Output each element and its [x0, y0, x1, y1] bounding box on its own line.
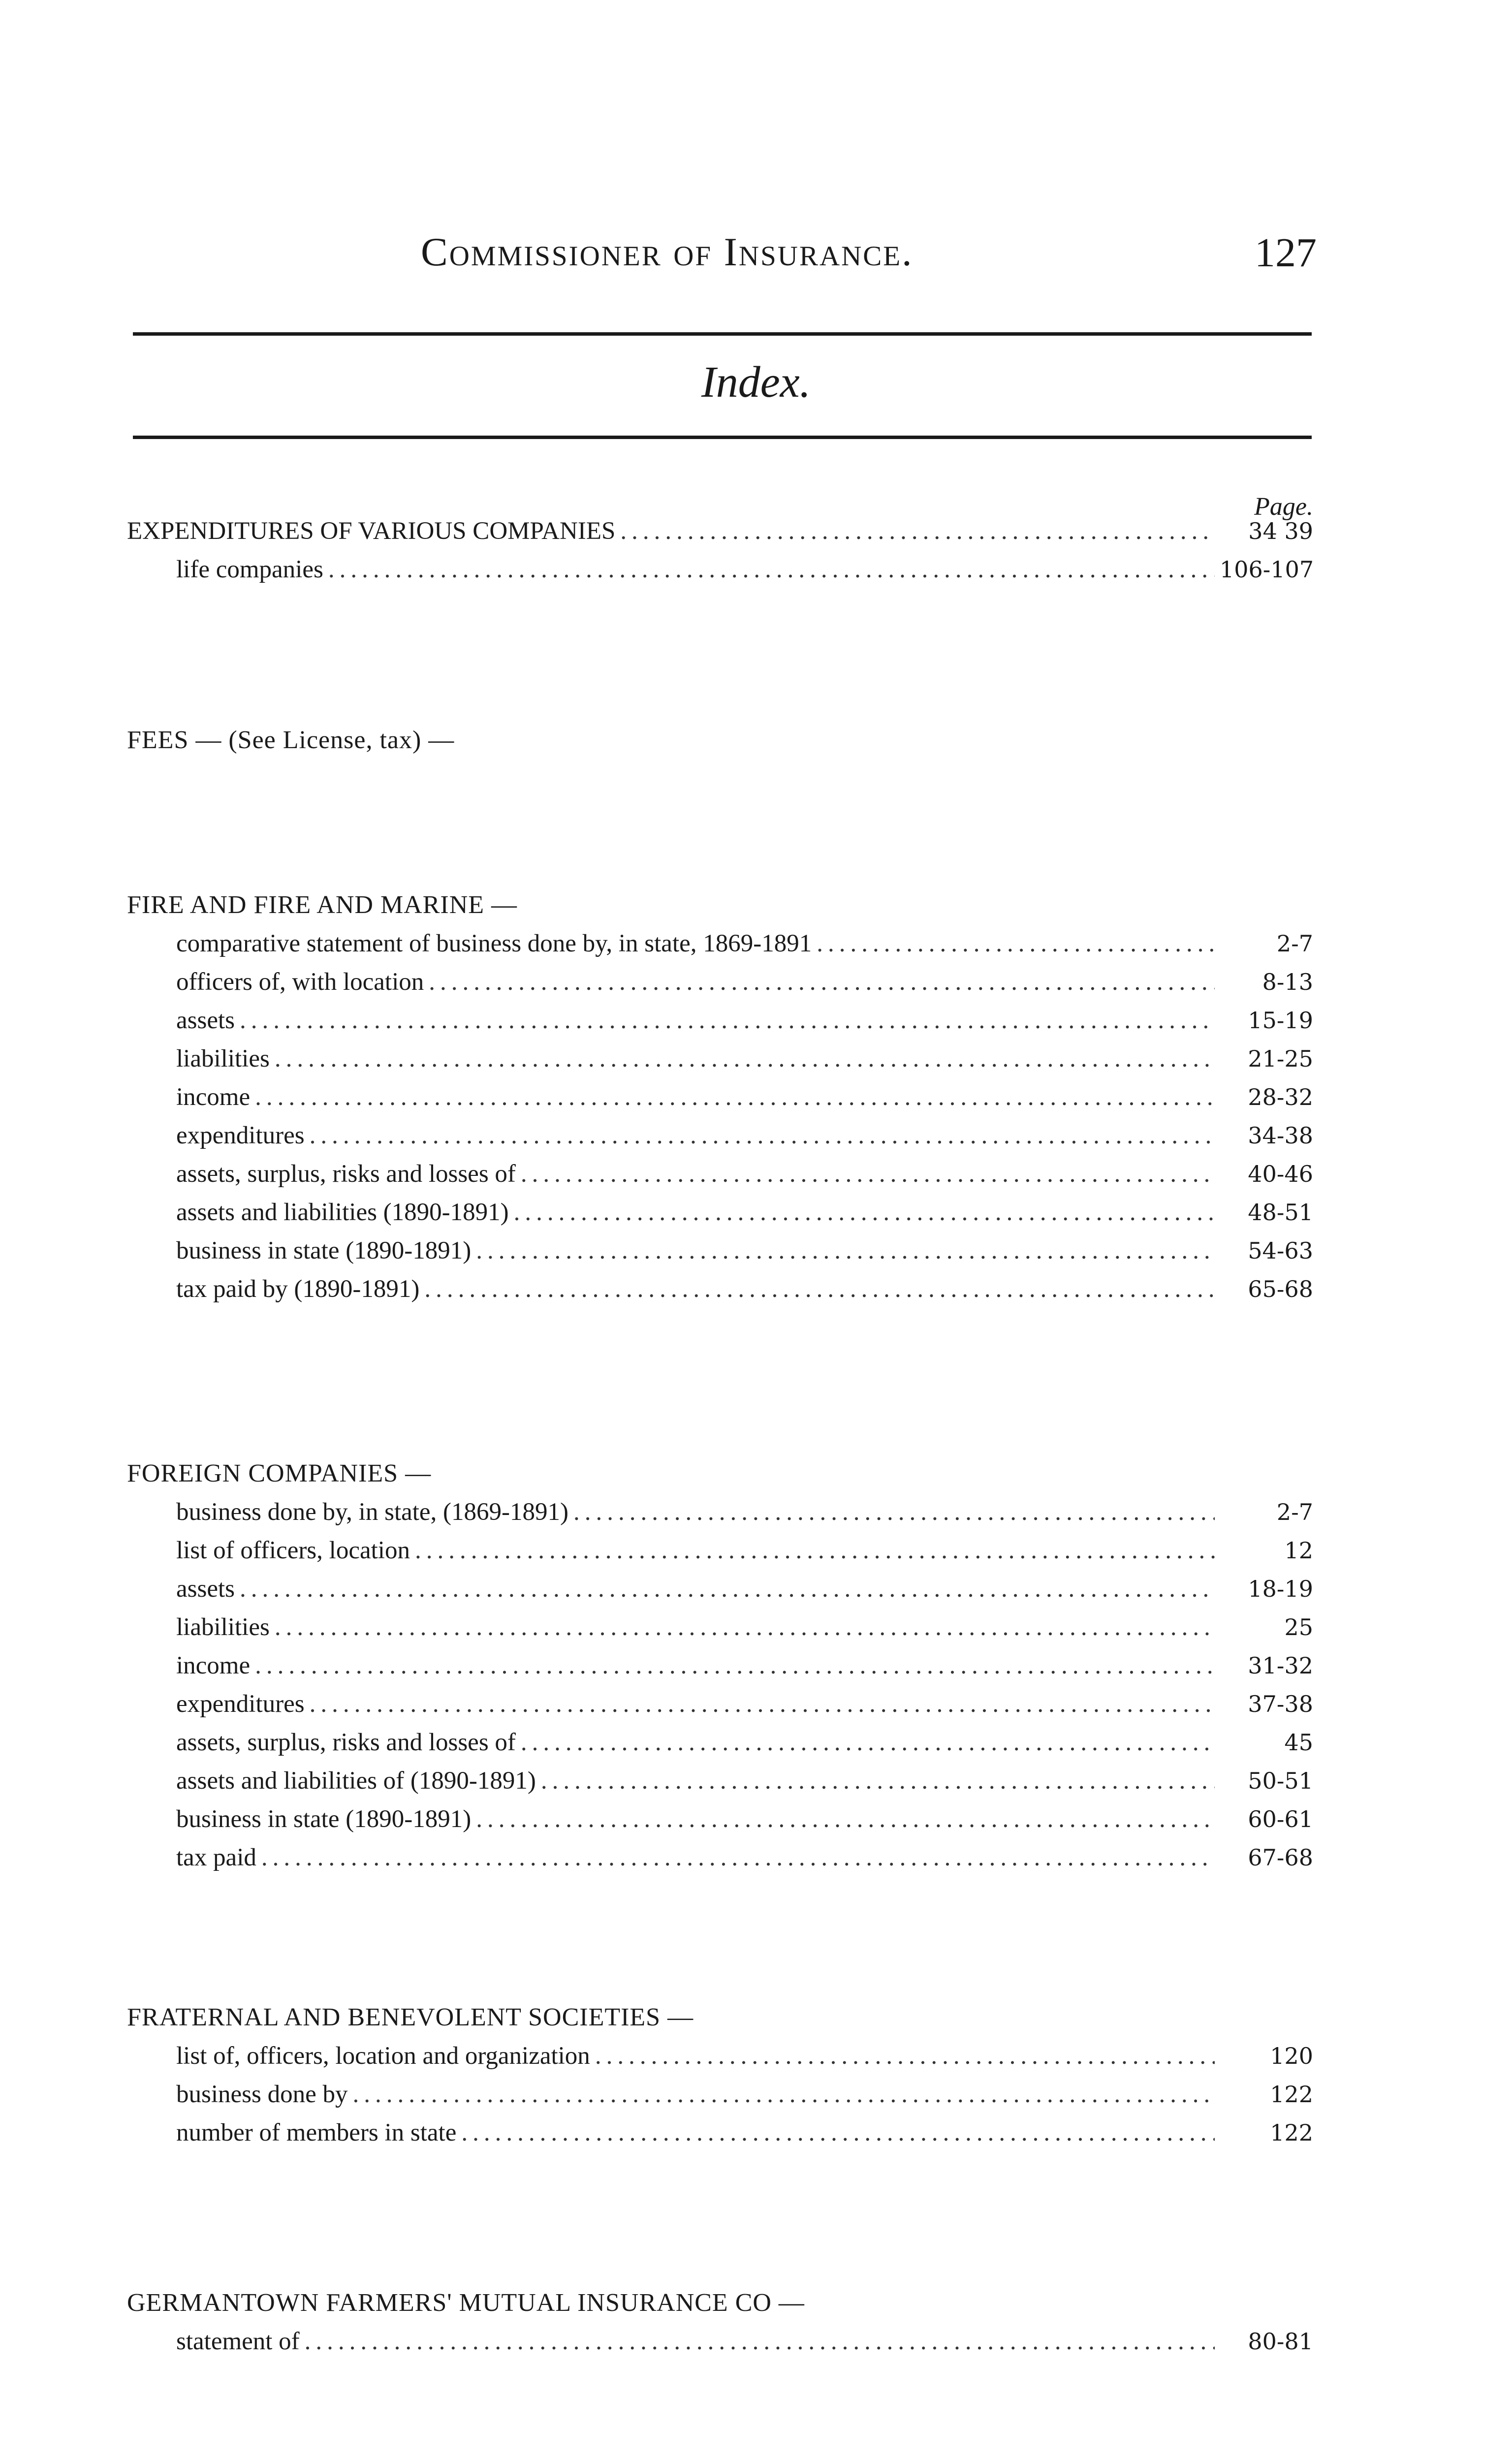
dot-leader — [328, 550, 1215, 589]
dot-leader — [255, 1078, 1215, 1116]
entry-label: list of, officers, location and organization — [176, 2042, 590, 2070]
dot-leader — [240, 1570, 1215, 1608]
index-entry — [127, 1531, 1313, 1570]
page-reference: 15-19 — [1248, 1007, 1313, 1034]
entry-label: tax paid by (1890-1891) — [176, 1275, 420, 1303]
section-heading: FRATERNAL AND BENEVOLENT SOCIETIES — — [127, 2003, 694, 2031]
entry-label: income — [176, 1652, 251, 1679]
dot-leader — [424, 1270, 1215, 1308]
dot-leader — [310, 1685, 1215, 1723]
entry-label: business in state (1890-1891) — [176, 1805, 472, 1833]
page-reference: 106-107 — [1220, 556, 1314, 583]
dot-leader — [240, 1001, 1215, 1040]
entry-label: business in state (1890-1891) — [176, 1237, 472, 1264]
index-title: Index. — [701, 358, 811, 407]
page-reference: 8-13 — [1262, 969, 1313, 995]
page-reference: 34-38 — [1248, 1122, 1313, 1149]
page-reference: 12 — [1284, 1537, 1313, 1564]
entry-label: expenditures — [176, 1690, 305, 1718]
page-reference: 25 — [1284, 1614, 1313, 1641]
page-reference: 45 — [1284, 1729, 1313, 1756]
page-reference: 60-61 — [1248, 1806, 1313, 1832]
entry-label: assets — [176, 1575, 235, 1603]
top-rule — [133, 332, 1312, 336]
entry-label: statement of — [176, 2328, 300, 2355]
entry-label: officers of, with location — [176, 968, 424, 996]
page-reference: 37-38 — [1248, 1691, 1313, 1717]
page-reference: 120 — [1270, 2043, 1313, 2069]
dot-leader — [415, 1531, 1215, 1570]
page-reference: 67-68 — [1248, 1844, 1313, 1871]
entry-label: life companies — [176, 556, 323, 583]
bottom-rule — [133, 436, 1312, 439]
index-entry — [127, 1001, 1313, 1040]
index-entry — [127, 2114, 1313, 2152]
page-reference: 34 39 — [1248, 518, 1313, 544]
dot-leader — [476, 1231, 1215, 1270]
index-entry — [127, 924, 1313, 963]
heading-label: EXPENDITURES OF VARIOUS COMPANIES — [127, 517, 616, 545]
entry-label: assets and liabilities (1890-1891) — [176, 1199, 509, 1226]
page-reference: 80-81 — [1248, 2328, 1313, 2355]
index-entry — [127, 1838, 1313, 1877]
index-section-germantown — [127, 2284, 1313, 2361]
dot-leader — [310, 1116, 1215, 1155]
entry-label: list of officers, location — [176, 1537, 410, 1564]
running-header — [421, 229, 1317, 276]
dot-leader — [541, 1762, 1215, 1800]
entry-label: business done by — [176, 2081, 348, 2108]
index-entry — [127, 1685, 1313, 1723]
dot-leader — [255, 1646, 1215, 1685]
index-entry — [127, 1570, 1313, 1608]
index-section-fire-and-marine — [127, 886, 1313, 1308]
entry-label: number of members in state — [176, 2119, 457, 2146]
index-entry — [127, 1723, 1313, 1762]
page-reference: 21-25 — [1248, 1045, 1313, 1072]
page-reference: 2-7 — [1276, 930, 1313, 957]
dot-leader — [305, 2322, 1215, 2361]
entry-label: expenditures — [176, 1122, 305, 1149]
dot-leader — [352, 2075, 1215, 2114]
index-section-fraternal-societies — [127, 1998, 1313, 2152]
dot-leader — [261, 1838, 1215, 1877]
dot-leader — [461, 2114, 1215, 2152]
index-entry — [127, 1193, 1313, 1231]
index-entry — [127, 1608, 1313, 1646]
index-entry — [127, 1270, 1313, 1308]
entry-label: business done by, in state, (1869-1891) — [176, 1498, 568, 1526]
section-heading — [127, 512, 1313, 550]
page-reference: 2-7 — [1276, 1499, 1313, 1525]
index-entry — [127, 1155, 1313, 1193]
page-reference: 48-51 — [1248, 1199, 1313, 1226]
index-entry — [127, 2037, 1313, 2075]
entry-label: assets, surplus, risks and losses of — [176, 1160, 516, 1188]
section-heading: FIRE AND FIRE AND MARINE — — [127, 891, 518, 919]
section-heading: GERMANTOWN FARMERS' MUTUAL INSURANCE CO — — [127, 2289, 805, 2317]
dot-leader — [817, 924, 1215, 963]
dot-leader — [275, 1608, 1215, 1646]
page-reference: 40-46 — [1248, 1161, 1313, 1187]
index-entry — [127, 1800, 1313, 1838]
entry-label: comparative statement of business done by, in state, 1869-1891 — [176, 930, 812, 957]
page-reference: 18-19 — [1248, 1576, 1313, 1602]
page-reference: 50-51 — [1248, 1767, 1313, 1794]
page-column-label: Page. — [1254, 493, 1313, 521]
page-number: 127 — [1255, 230, 1317, 276]
page-reference: 28-32 — [1248, 1084, 1313, 1110]
index-entry — [127, 1231, 1313, 1270]
dot-leader — [595, 2037, 1215, 2075]
index-entry — [127, 2075, 1313, 2114]
index-entry — [127, 1762, 1313, 1800]
entry-label: liabilities — [176, 1613, 270, 1641]
index-section-fees — [127, 721, 1313, 759]
section-heading: FEES — (See License, tax) — — [127, 726, 455, 754]
dot-leader — [521, 1723, 1215, 1762]
running-title: Commissioner of Insurance. — [421, 229, 914, 274]
page-reference: 31-32 — [1248, 1652, 1313, 1679]
entry-label: liabilities — [176, 1045, 270, 1073]
page-reference: 65-68 — [1248, 1276, 1313, 1302]
entry-label: assets — [176, 1007, 235, 1034]
entry-label: assets, surplus, risks and losses of — [176, 1729, 516, 1756]
dot-leader — [514, 1193, 1215, 1231]
dot-leader — [429, 963, 1215, 1001]
dot-leader — [521, 1155, 1215, 1193]
index-section-foreign-companies — [127, 1454, 1313, 1877]
index-entry — [127, 1078, 1313, 1116]
index-entry — [127, 1040, 1313, 1078]
index-entry — [127, 550, 1313, 589]
dot-leader — [476, 1800, 1215, 1838]
dot-leader — [620, 512, 1215, 550]
entry-label: tax paid — [176, 1844, 256, 1871]
dot-leader — [573, 1493, 1215, 1531]
page-reference: 54-63 — [1248, 1237, 1313, 1264]
index-entry — [127, 963, 1313, 1001]
index-section-expenditures — [127, 512, 1313, 589]
section-heading: FOREIGN COMPANIES — — [127, 1459, 432, 1487]
dot-leader — [275, 1040, 1215, 1078]
index-entry — [127, 1116, 1313, 1155]
page-reference: 122 — [1270, 2119, 1313, 2146]
entry-label: assets and liabilities of (1890-1891) — [176, 1767, 536, 1795]
page-reference: 122 — [1270, 2081, 1313, 2108]
index-entry — [127, 1493, 1313, 1531]
index-entry — [127, 1646, 1313, 1685]
index-entry — [127, 2322, 1313, 2361]
entry-label: income — [176, 1083, 251, 1111]
